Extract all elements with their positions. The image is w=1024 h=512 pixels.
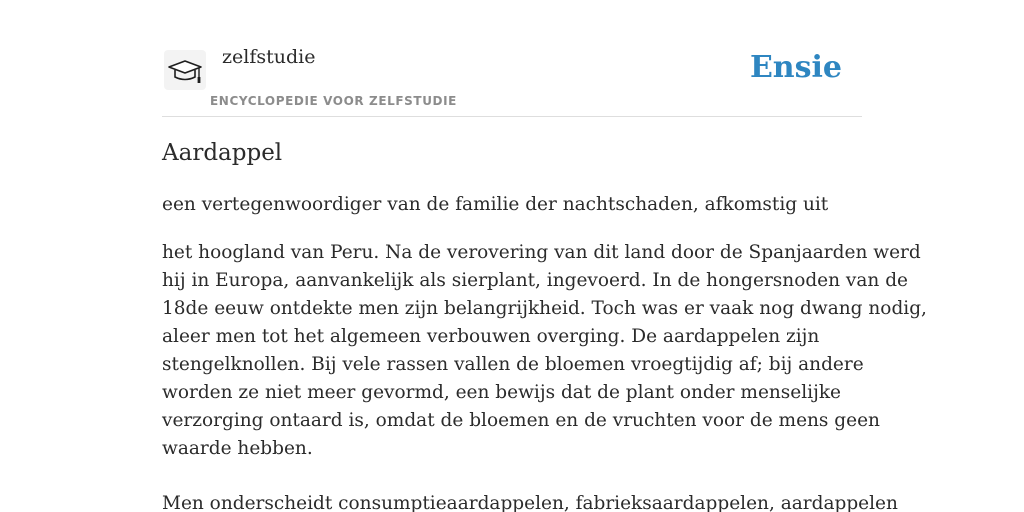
paragraph-line: het hoogland van Peru. Na de verovering van dit land door de Spanjaarden werd <box>162 242 921 263</box>
page <box>162 0 927 512</box>
brand-logo-link[interactable]: Ensie <box>749 50 842 85</box>
graduation-cap-icon[interactable] <box>164 50 206 90</box>
paragraph-gap <box>162 463 862 490</box>
paragraph-line: Men onderscheidt consumptieaardappelen, fabrieksaardappelen, aardappelen <box>162 493 898 512</box>
paragraph-line: waarde hebben. <box>162 438 313 459</box>
article-body <box>162 239 927 512</box>
page-title: Aardappel <box>162 140 283 166</box>
paragraph-line: 18de eeuw ontdekte men zijn belangrijkheid. Toch was er vaak nog dwang nodig, <box>162 298 927 319</box>
paragraph-line: hij in Europa, aanvankelijk als sierplant, ingevoerd. In de hongersnoden van de <box>162 270 908 291</box>
site-header <box>162 0 862 117</box>
site-name[interactable]: zelfstudie <box>222 46 316 68</box>
paragraph-line: aleer men tot het algemeen verbouwen overging. De aardappelen zijn <box>162 326 820 347</box>
article-lead: een vertegenwoordiger van de familie der nachtschaden, afkomstig uit <box>162 194 829 215</box>
paragraph-line: worden ze niet meer gevormd, een bewijs dat de plant onder menselijke <box>162 382 841 403</box>
paragraph-line: stengelknollen. Bij vele rassen vallen de bloemen vroegtijdig af; bij andere <box>162 354 864 375</box>
paragraph-line: verzorging ontaard is, omdat de bloemen en de vruchten voor de mens geen <box>162 410 880 431</box>
site-subtitle: ENCYCLOPEDIE VOOR ZELFSTUDIE <box>210 94 457 108</box>
